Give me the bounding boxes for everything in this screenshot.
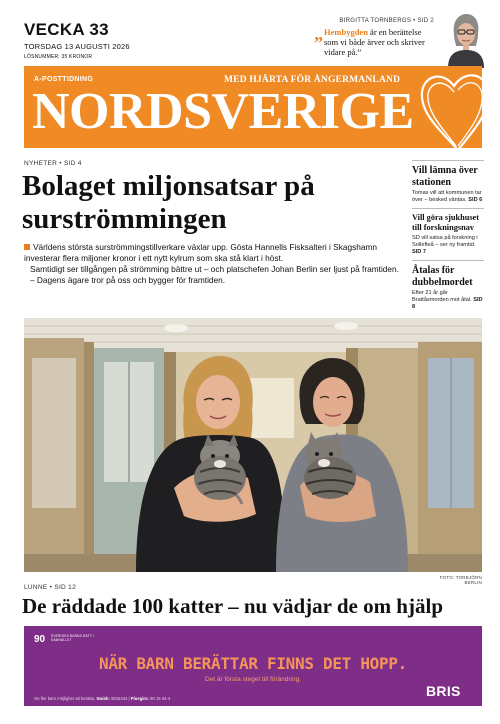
main-story-kicker: NYHETER • SID 4 xyxy=(24,160,82,167)
masthead-tagline-right: MED HJÄRTA FÖR ÅNGERMANLAND xyxy=(224,75,401,85)
divider xyxy=(412,160,484,161)
sidebar-teaser-murder[interactable] xyxy=(412,265,484,311)
second-headline[interactable]: De räddade 100 katter – nu vädjar de om hjälp xyxy=(22,594,443,618)
sidebar-page-ref: SID 6 xyxy=(468,197,483,203)
issue-date: TORSDAG 13 AUGUSTI 2026 xyxy=(24,42,130,51)
main-story-ingress xyxy=(24,242,402,286)
ingress-paragraph-1: Världens största surströmmingstillverkare växlar upp. Gösta Hannells Fisksalteri i Skagshamn investerar flera miljoner kronor i ett nytt kylrum som ska stå klart i höst. xyxy=(24,242,377,263)
columnist-kicker: BIRGITTA TORNBERGS • SID 2 xyxy=(339,18,434,24)
sidebar-headline: Vill göra sjukhuset till forskningsnav xyxy=(412,213,479,232)
columnist-teaser[interactable] xyxy=(314,18,434,57)
week-label: VECKA 33 xyxy=(24,20,109,39)
sidebar-page-ref: SID 8 xyxy=(412,297,483,310)
quote-mark-icon: ” xyxy=(314,33,323,53)
sidebar-teaser-hospital[interactable] xyxy=(412,213,484,256)
photo-credit: FOTO: TORBJÖRN BERLIN xyxy=(439,575,482,585)
ad-slogan: NÄR BARN BERÄTTAR FINNS DET HOPP. xyxy=(99,654,407,673)
ingress-paragraph-2: Samtidigt ser tillgången på strömming bättre ut – och platschefen Johan Berlin ser ljust på framtiden. xyxy=(30,264,399,274)
sidebar-text: Tomas vill att kommunen tar över – besked väntas. SID 6 xyxy=(412,190,483,203)
columnist-portrait xyxy=(442,10,490,68)
ad-logo-subtitle: SVERIGES BARNS RÄTT I SAMHÄLLET xyxy=(51,634,95,642)
sidebar-headline: Åtalas för dubbelmordet xyxy=(412,265,473,288)
main-headline[interactable]: Bolaget miljonsatsar på surströmmingen xyxy=(22,170,315,235)
sidebar-headline: Vill lämna över stationen xyxy=(412,165,478,188)
divider xyxy=(412,260,484,261)
ingress-quote: – Dagens ägare tror på oss och bygger för framtiden. xyxy=(30,275,226,285)
heart-icon xyxy=(412,66,482,148)
ad-subline: Det är första steget till förändring. xyxy=(204,676,302,683)
ad-logo-90: 90 xyxy=(34,634,46,645)
second-story-kicker: LUNNE • SID 12 xyxy=(24,584,76,591)
issue-price: LÖSNUMMER: 35 KRONOR xyxy=(24,54,93,60)
quote-highlight: Hembygden xyxy=(324,27,368,37)
main-photo xyxy=(24,318,482,572)
ad-donation-info: Ge fler barn möjlighet att berätta. Swish: 9015344 | Plusgiro: 90 15 34-4 xyxy=(34,696,171,701)
bullet-square-icon xyxy=(24,244,30,250)
masthead-tagline-left: A-POSTTIDNING xyxy=(34,76,94,83)
columnist-quote xyxy=(314,27,434,57)
sidebar-teasers xyxy=(412,160,484,311)
masthead-title: NORDSVERIGE xyxy=(32,83,414,140)
masthead xyxy=(24,66,482,148)
sidebar-teaser-station[interactable] xyxy=(412,165,484,204)
bris-advertisement[interactable] xyxy=(24,626,482,706)
ad-brand-logo: BRIS xyxy=(426,683,461,699)
sidebar-text: Efter 21 år går Brattåsmorden mot åtal. SID 8 xyxy=(412,290,483,310)
quote-text: är en berättelse som vi både ärver och skriver vidare på.” xyxy=(324,27,425,57)
sidebar-page-ref: SID 7 xyxy=(412,249,426,255)
sidebar-text: SD vill satsa på forskning i Sollefteå – ser ny framtid. SID 7 xyxy=(412,235,478,255)
divider xyxy=(412,208,484,209)
